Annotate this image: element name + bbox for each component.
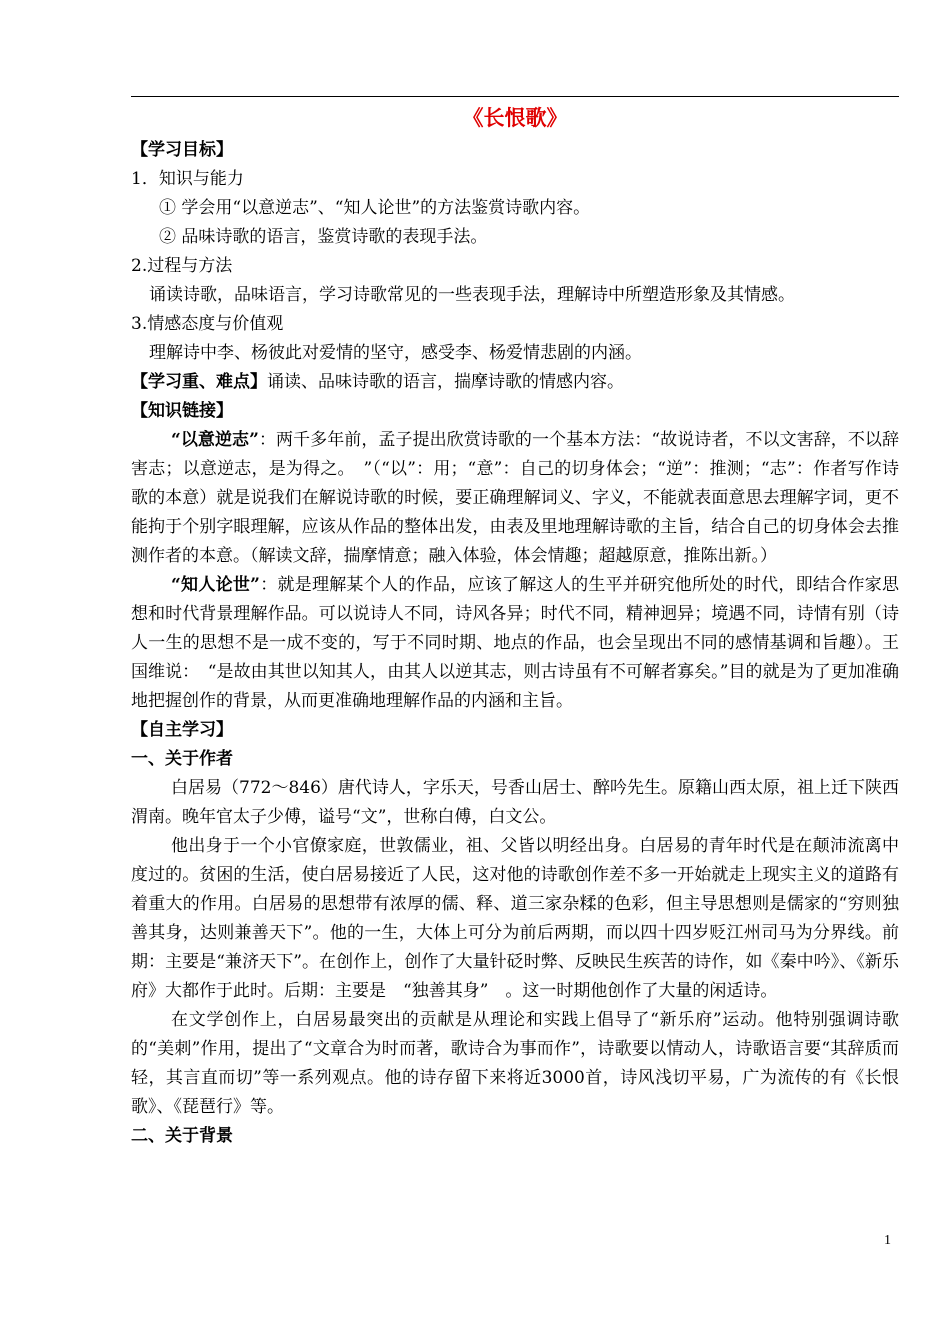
author-paragraph-2: 他出身于一个小官僚家庭，世敦儒业，祖、父皆以明经出身。白居易的青年时代是在颠沛流离中度过的。贫困的生活，使白居易接近了人民，这对他的诗歌创作差不多一开始就走上现实主义的道路有着重大的作用。白居易的思想带有浓厚的儒、释、道三家杂糅的色彩，但主导思想则是儒家的“穷则独善其身，达则兼善天下”。他的一生，大体上可分为前后两期，而以四十四岁贬江州司马为分界线。前期：主要是“兼济天下”。在创作上，创作了大量针砭时弊、反映民生疾苦的诗作，如《秦中吟》、《新乐府》大都作于此时。后期：主要是 “独善其身” 。这一时期他创作了大量的闲适诗。 — [131, 836, 899, 1001]
section-heading-goals: 【学习目标】 — [131, 140, 233, 160]
section-heading-links: 【知识链接】 — [131, 401, 233, 421]
goal-item-2-text: 诵读诗歌，品味语言，学习诗歌常见的一些表现手法，理解诗中所塑造形象及其情感。 — [149, 285, 795, 305]
focus-text: 诵读、品味诗歌的语言，揣摩诗歌的情感内容。 — [267, 372, 624, 392]
section-heading-self-study: 【自主学习】 — [131, 720, 233, 740]
goal-item-1-title: 1．知识与能力 — [131, 169, 244, 189]
goal-item-1b: ② 品味诗歌的语言，鉴赏诗歌的表现手法。 — [159, 227, 488, 247]
goal-item-2-title: 2.过程与方法 — [131, 256, 233, 276]
document-title: 《长恨歌》 — [462, 105, 568, 130]
focus-line — [131, 368, 899, 397]
term-yiyinizhi: “以意逆志” — [171, 430, 259, 450]
page-number: 1 — [884, 1233, 891, 1248]
section-heading-focus: 【学习重、难点】 — [131, 372, 267, 392]
links-paragraph-2 — [131, 571, 899, 716]
goal-item-3-title: 3.情感态度与价值观 — [131, 314, 284, 334]
term-zhirenlunshi: “知人论世” — [171, 575, 260, 595]
subheading-author: 一、关于作者 — [131, 749, 233, 769]
author-paragraph-3: 在文学创作上，白居易最突出的贡献是从理论和实践上倡导了“新乐府”运动。他特别强调诗歌的“美刺”作用，提出了“文章合为时而著，歌诗合为事而作”，诗歌要以情动人，诗歌语言要“其辞质而轻，其言直而切”等一系列观点。他的诗存留下来将近3000首，诗风浅切平易，广为流传的有《长恨歌》、《琵琶行》等。 — [131, 1010, 899, 1117]
document-body — [131, 100, 899, 1151]
links-p2-text: ：就是理解某个人的作品，应该了解这人的生平并研究他所处的时代，即结合作家思想和时代背景理解作品。可以说诗人不同，诗风各异；时代不同，精神迥异；境遇不同，诗情有别（诗人一生的思想不是一成不变的，写于不同时期、地点的作品，也会呈现出不同的感情基调和旨趣）。王国维说： “是故由其世以知其人，由其人以逆其志，则古诗虽有不可解者寡矣。”目的就是为了更加准确地把握创作的背景，从而更准确地理解作品的内涵和主旨。 — [131, 575, 899, 711]
links-paragraph-1 — [131, 426, 899, 571]
goal-item-3-text: 理解诗中李、杨彼此对爱情的坚守，感受李、杨爱情悲剧的内涵。 — [149, 343, 642, 363]
author-paragraph-1: 白居易（772～846）唐代诗人，字乐天，号香山居士、醉吟先生。原籍山西太原，祖上迁下陕西渭南。晚年官太子少傅，谥号“文”，世称白傅，白文公。 — [131, 778, 899, 827]
links-p1-text: ：两千多年前，孟子提出欣赏诗歌的一个基本方法：“故说诗者，不以文害辞，不以辞害志；以意逆志，是为得之。 ”（“以”：用；“意”：自己的切身体会；“逆”：推测；“志”：作者写作诗歌的本意）就是说我们在解说诗歌的时候，要正确理解词义、字义，不能就表面意思去理解字词，更不能拘于个别字眼理解，应该从作品的整体出发，由表及里地理解诗歌的主旨，结合自己的切身体会去推测作者的本意。（解读文辞，揣摩情意；融入体验，体会情趣；超越原意，推陈出新。） — [131, 430, 899, 566]
subheading-background: 二、关于背景 — [131, 1126, 233, 1146]
goal-item-1a: ① 学会用“以意逆志”、“知人论世”的方法鉴赏诗歌内容。 — [159, 198, 591, 218]
header-rule — [131, 96, 899, 97]
